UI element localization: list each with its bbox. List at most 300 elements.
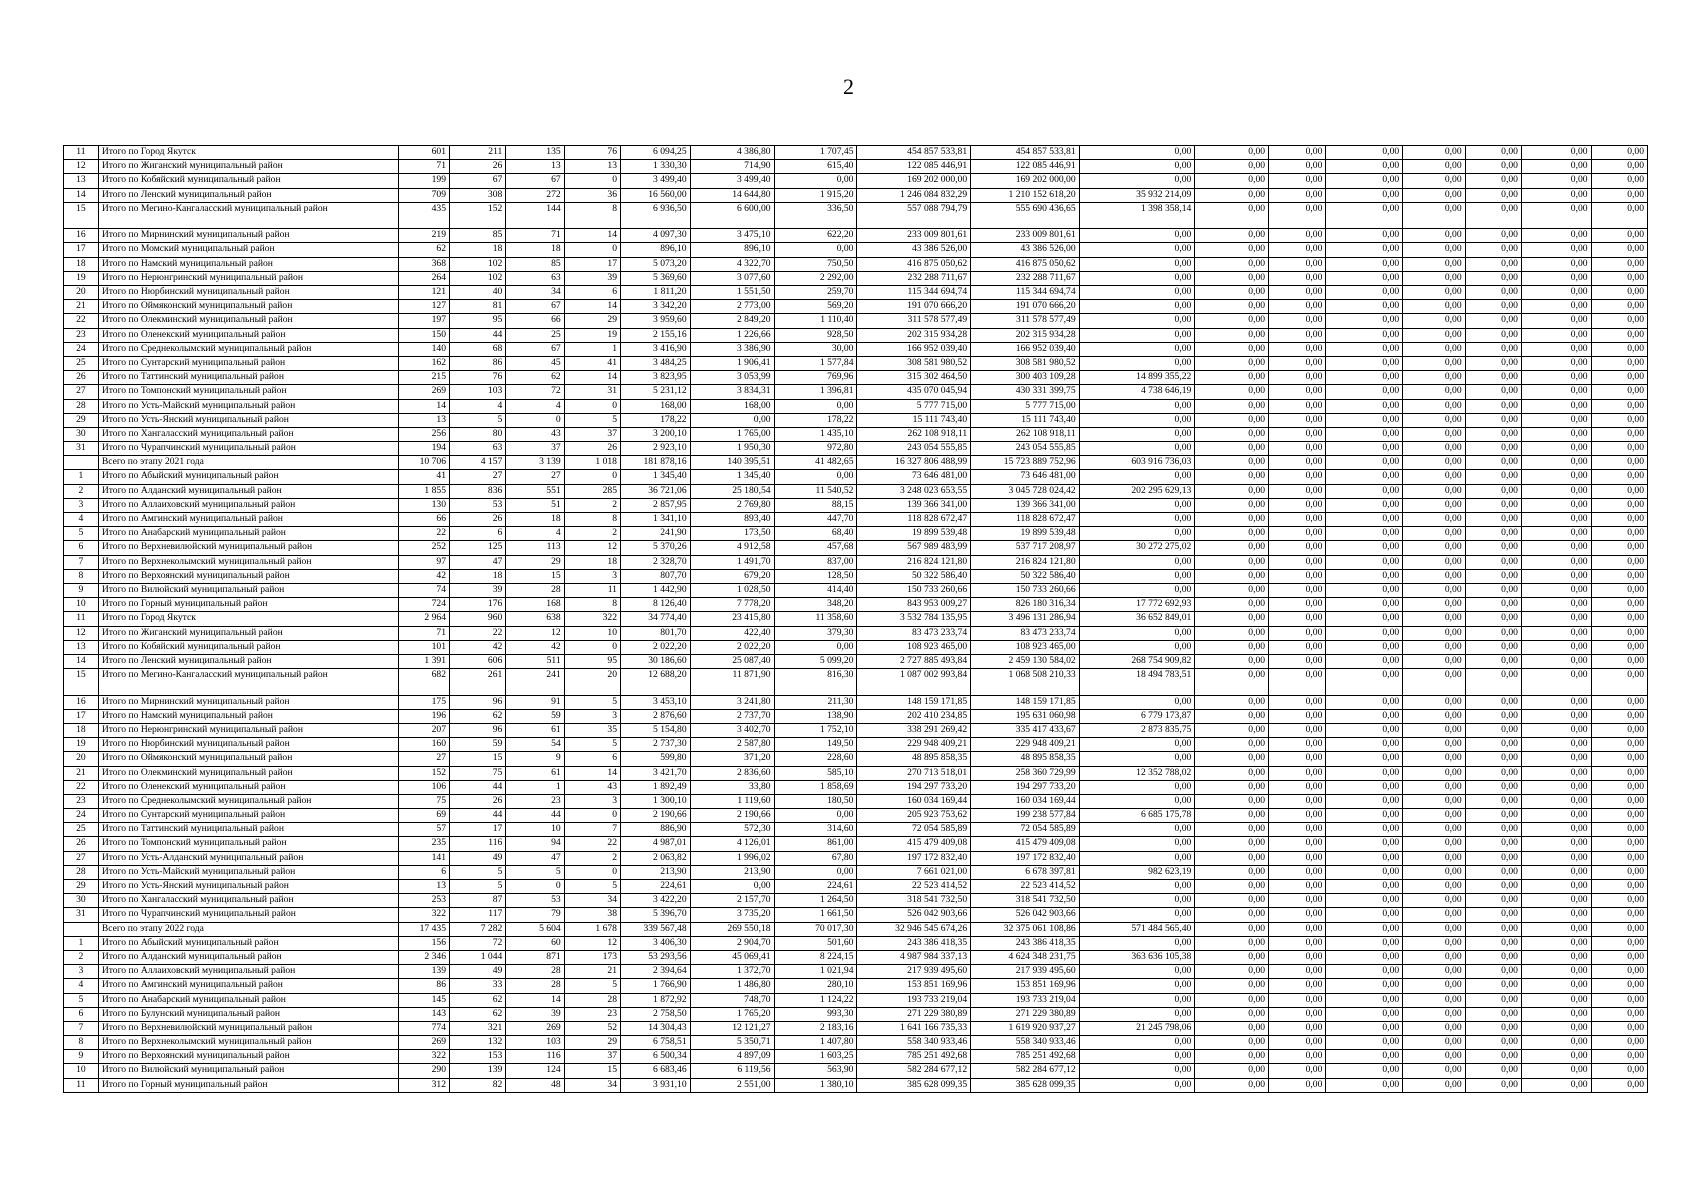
value-cell: 16 327 806 488,99: [857, 456, 971, 470]
value-cell: 3 422,20: [620, 894, 690, 908]
value-cell: 191 070 666,20: [971, 300, 1080, 314]
value-cell: 173: [564, 950, 620, 964]
value-cell: 0,00: [1269, 470, 1326, 484]
value-cell: 3 931,10: [620, 1078, 690, 1092]
value-cell: 385 628 099,35: [857, 1078, 971, 1092]
value-cell: 22: [450, 626, 506, 640]
value-cell: 321: [450, 1021, 506, 1035]
value-cell: 18 494 783,51: [1079, 669, 1195, 696]
value-cell: 0,00: [1195, 1021, 1269, 1035]
value-cell: 35: [564, 723, 620, 737]
value-cell: 0,00: [1403, 794, 1465, 808]
value-cell: 40: [450, 286, 506, 300]
value-cell: 62: [450, 993, 506, 1007]
value-cell: 0,00: [1591, 922, 1647, 936]
value-cell: 0,00: [1591, 1050, 1647, 1064]
value-cell: 66: [506, 314, 564, 328]
value-cell: 807,70: [620, 569, 690, 583]
value-cell: 6: [450, 527, 506, 541]
value-cell: 2: [564, 851, 620, 865]
value-cell: 160: [398, 738, 449, 752]
value-cell: 0,00: [1465, 413, 1521, 427]
table-row: [64, 809, 1648, 823]
value-cell: 0,00: [1591, 413, 1647, 427]
value-cell: 0,00: [1195, 851, 1269, 865]
value-cell: 0,00: [1521, 865, 1591, 879]
value-cell: 0,00: [1269, 188, 1326, 202]
table-row: [64, 1050, 1648, 1064]
value-cell: 2 155,16: [620, 328, 690, 342]
value-cell: 135: [506, 146, 564, 160]
value-cell: 69: [398, 809, 449, 823]
page-number: 2: [843, 74, 854, 99]
value-cell: 0,00: [1465, 314, 1521, 328]
value-cell: 0,00: [1195, 965, 1269, 979]
value-cell: 0,00: [1269, 442, 1326, 456]
value-cell: 0,00: [1326, 271, 1403, 285]
value-cell: 0,00: [1591, 314, 1647, 328]
value-cell: 11: [564, 583, 620, 597]
value-cell: 0,00: [774, 809, 857, 823]
value-cell: 0,00: [1079, 229, 1195, 243]
value-cell: 0,00: [1079, 555, 1195, 569]
value-cell: 1 858,69: [774, 780, 857, 794]
value-cell: 861,00: [774, 837, 857, 851]
table-row: [64, 640, 1648, 654]
table-row: [64, 541, 1648, 555]
value-cell: 197 172 832,40: [857, 851, 971, 865]
value-cell: 29: [564, 1036, 620, 1050]
value-cell: 0,00: [1326, 456, 1403, 470]
value-cell: 3 406,30: [620, 936, 690, 950]
value-cell: 196: [398, 709, 449, 723]
value-cell: 59: [506, 709, 564, 723]
value-cell: 0,00: [1269, 160, 1326, 174]
value-cell: 272: [506, 188, 564, 202]
value-cell: 0,00: [1465, 922, 1521, 936]
value-cell: 0,00: [1195, 555, 1269, 569]
value-cell: 0,00: [1521, 950, 1591, 964]
value-cell: 2 923,10: [620, 442, 690, 456]
value-cell: 0,00: [1591, 513, 1647, 527]
value-cell: 0,00: [1403, 442, 1465, 456]
value-cell: 0,00: [1403, 229, 1465, 243]
value-cell: 0,00: [1521, 965, 1591, 979]
value-cell: 0,00: [1521, 823, 1591, 837]
value-cell: 4 897,09: [690, 1050, 774, 1064]
row-number-cell: 18: [64, 723, 99, 737]
value-cell: 0,00: [1591, 527, 1647, 541]
value-cell: 269: [506, 1021, 564, 1035]
value-cell: 0,00: [1269, 1050, 1326, 1064]
value-cell: 74: [398, 583, 449, 597]
table-row: [64, 300, 1648, 314]
value-cell: 268 754 909,82: [1079, 654, 1195, 668]
value-cell: 6 678 397,81: [971, 865, 1080, 879]
value-cell: 3 416,90: [620, 342, 690, 356]
value-cell: 435: [398, 202, 449, 229]
value-cell: 0,00: [1521, 880, 1591, 894]
value-cell: 928,50: [774, 328, 857, 342]
value-cell: 60: [506, 936, 564, 950]
row-number-cell: 22: [64, 780, 99, 794]
value-cell: 0,00: [1269, 965, 1326, 979]
value-cell: 0,00: [1403, 328, 1465, 342]
value-cell: 0: [564, 640, 620, 654]
value-cell: 0,00: [1591, 654, 1647, 668]
value-cell: 28: [506, 965, 564, 979]
value-cell: 0,00: [1326, 794, 1403, 808]
value-cell: 0,00: [1326, 442, 1403, 456]
value-cell: 435 070 045,94: [857, 385, 971, 399]
value-cell: 0,00: [1591, 837, 1647, 851]
value-cell: 1 407,80: [774, 1036, 857, 1050]
value-cell: 42: [398, 569, 449, 583]
district-name-cell: Итого по Анабарский муниципальный район: [98, 527, 398, 541]
table-row: [64, 555, 1648, 569]
value-cell: 0,00: [1326, 979, 1403, 993]
value-cell: 12 121,27: [690, 1021, 774, 1035]
value-cell: 1 119,60: [690, 794, 774, 808]
value-cell: 233 009 801,61: [971, 229, 1080, 243]
value-cell: 0,00: [1591, 541, 1647, 555]
value-cell: 0,00: [1591, 456, 1647, 470]
value-cell: 36 721,06: [620, 484, 690, 498]
value-cell: 241: [506, 669, 564, 696]
row-number-cell: 29: [64, 413, 99, 427]
value-cell: 0,00: [1326, 1007, 1403, 1021]
value-cell: 160 034 169,44: [857, 794, 971, 808]
data-table: [63, 145, 1648, 1093]
value-cell: 0,00: [1403, 314, 1465, 328]
value-cell: 169 202 000,00: [971, 174, 1080, 188]
value-cell: 31: [564, 385, 620, 399]
value-cell: 0,00: [1079, 243, 1195, 257]
value-cell: 0,00: [1591, 385, 1647, 399]
value-cell: 16 560,00: [620, 188, 690, 202]
value-cell: 0,00: [1465, 669, 1521, 696]
value-cell: 0,00: [1465, 626, 1521, 640]
value-cell: 0,00: [1269, 271, 1326, 285]
value-cell: 94: [506, 837, 564, 851]
value-cell: 0,00: [1326, 837, 1403, 851]
value-cell: 0,00: [1195, 865, 1269, 879]
table-row: [64, 837, 1648, 851]
value-cell: 51: [506, 498, 564, 512]
table-row: [64, 922, 1648, 936]
value-cell: 585,10: [774, 766, 857, 780]
table-row: [64, 286, 1648, 300]
value-cell: 0,00: [1195, 399, 1269, 413]
value-cell: 2 758,50: [620, 1007, 690, 1021]
value-cell: 95: [450, 314, 506, 328]
value-cell: 72: [506, 385, 564, 399]
value-cell: 233 009 801,61: [857, 229, 971, 243]
value-cell: 241,90: [620, 527, 690, 541]
value-cell: 0,00: [1195, 738, 1269, 752]
value-cell: 6 779 173,87: [1079, 709, 1195, 723]
table-row: [64, 399, 1648, 413]
value-cell: 0,00: [1465, 709, 1521, 723]
district-name-cell: Итого по Аллаиховский муниципальный район: [98, 498, 398, 512]
value-cell: 0,00: [1465, 965, 1521, 979]
value-cell: 0,00: [1269, 950, 1326, 964]
value-cell: 0,00: [1521, 342, 1591, 356]
value-cell: 416 875 050,62: [857, 257, 971, 271]
value-cell: 0,00: [774, 470, 857, 484]
value-cell: 622,20: [774, 229, 857, 243]
value-cell: 0,00: [1521, 356, 1591, 370]
value-cell: 22 523 414,52: [971, 880, 1080, 894]
value-cell: 25: [506, 328, 564, 342]
value-cell: 0,00: [1521, 569, 1591, 583]
value-cell: 232 288 711,67: [971, 271, 1080, 285]
value-cell: 0,00: [1326, 669, 1403, 696]
value-cell: 0,00: [1403, 356, 1465, 370]
value-cell: 0,00: [1326, 823, 1403, 837]
district-name-cell: Итого по Амгинский муниципальный район: [98, 979, 398, 993]
value-cell: 0,00: [1403, 993, 1465, 1007]
value-cell: 0,00: [1465, 880, 1521, 894]
value-cell: 15: [564, 1064, 620, 1078]
value-cell: 1 330,30: [620, 160, 690, 174]
value-cell: 66: [398, 513, 449, 527]
value-cell: 4 912,58: [690, 541, 774, 555]
table-row: [64, 894, 1648, 908]
value-cell: 1 341,10: [620, 513, 690, 527]
value-cell: 0,00: [1326, 555, 1403, 569]
value-cell: 0,00: [1521, 780, 1591, 794]
value-cell: 0,00: [1195, 908, 1269, 922]
table-row: [64, 965, 1648, 979]
value-cell: 7 778,20: [690, 598, 774, 612]
value-cell: 0,00: [1465, 371, 1521, 385]
value-cell: 0,00: [1591, 583, 1647, 597]
value-cell: 34: [506, 286, 564, 300]
value-cell: 0,00: [1269, 413, 1326, 427]
value-cell: 178,22: [774, 413, 857, 427]
value-cell: 0,00: [1326, 865, 1403, 879]
district-name-cell: Итого по Горный муниципальный район: [98, 1078, 398, 1092]
value-cell: 0,00: [1326, 1078, 1403, 1092]
value-cell: 816,30: [774, 669, 857, 696]
district-name-cell: Итого по Олекминский муниципальный район: [98, 766, 398, 780]
value-cell: 17 435: [398, 922, 449, 936]
value-cell: 0,00: [1591, 356, 1647, 370]
value-cell: 0,00: [1079, 527, 1195, 541]
value-cell: 0,00: [1195, 174, 1269, 188]
value-cell: 86: [398, 979, 449, 993]
value-cell: 285: [564, 484, 620, 498]
value-cell: 0,00: [1326, 527, 1403, 541]
value-cell: 0,00: [1465, 1021, 1521, 1035]
value-cell: 0,00: [1403, 851, 1465, 865]
row-number-cell: 25: [64, 356, 99, 370]
value-cell: 0,00: [1403, 1064, 1465, 1078]
value-cell: 48: [506, 1078, 564, 1092]
district-name-cell: Итого по Нюрбинский муниципальный район: [98, 738, 398, 752]
value-cell: 5 777 715,00: [857, 399, 971, 413]
value-cell: 5: [506, 865, 564, 879]
value-cell: 117: [450, 908, 506, 922]
value-cell: 0,00: [1521, 908, 1591, 922]
value-cell: 322: [398, 1050, 449, 1064]
district-name-cell: Итого по Верхоянский муниципальный район: [98, 569, 398, 583]
value-cell: 269: [398, 1036, 449, 1050]
value-cell: 0,00: [1465, 598, 1521, 612]
value-cell: 4 738 646,19: [1079, 385, 1195, 399]
table-row: [64, 979, 1648, 993]
value-cell: 6 758,51: [620, 1036, 690, 1050]
value-cell: 0,00: [1403, 174, 1465, 188]
value-cell: 1 391: [398, 654, 449, 668]
value-cell: 0,00: [1591, 188, 1647, 202]
value-cell: 259,70: [774, 286, 857, 300]
value-cell: 2 183,16: [774, 1021, 857, 1035]
value-cell: 0,00: [1326, 202, 1403, 229]
value-cell: 0,00: [1465, 527, 1521, 541]
value-cell: 0,00: [1465, 837, 1521, 851]
value-cell: 0,00: [1195, 993, 1269, 1007]
value-cell: 537 717 208,97: [971, 541, 1080, 555]
value-cell: 0,00: [1403, 188, 1465, 202]
value-cell: 87: [450, 894, 506, 908]
value-cell: 2 737,70: [690, 709, 774, 723]
table-row: [64, 612, 1648, 626]
value-cell: 0,00: [1591, 979, 1647, 993]
row-number-cell: 8: [64, 1036, 99, 1050]
value-cell: 0,00: [1195, 470, 1269, 484]
value-cell: 23 415,80: [690, 612, 774, 626]
district-name-cell: Итого по Абыйский муниципальный район: [98, 936, 398, 950]
value-cell: 0,00: [1195, 427, 1269, 441]
value-cell: 1 619 920 937,27: [971, 1021, 1080, 1035]
value-cell: 0,00: [1269, 243, 1326, 257]
value-cell: 7 661 021,00: [857, 865, 971, 879]
value-cell: 0,00: [1465, 583, 1521, 597]
value-cell: 96: [450, 695, 506, 709]
value-cell: 71: [398, 626, 449, 640]
value-cell: 166 952 039,40: [857, 342, 971, 356]
value-cell: 48 895 858,35: [971, 752, 1080, 766]
district-name-cell: Итого по Таттинский муниципальный район: [98, 371, 398, 385]
value-cell: 415 479 409,08: [971, 837, 1080, 851]
value-cell: 67,80: [774, 851, 857, 865]
value-cell: 0,00: [1403, 300, 1465, 314]
value-cell: 18: [450, 569, 506, 583]
value-cell: 0,00: [774, 399, 857, 413]
value-cell: 0,00: [1269, 626, 1326, 640]
value-cell: 0,00: [1079, 427, 1195, 441]
value-cell: 0,00: [1195, 413, 1269, 427]
value-cell: 422,40: [690, 626, 774, 640]
value-cell: 140: [398, 342, 449, 356]
value-cell: 0,00: [1269, 342, 1326, 356]
value-cell: 1 950,30: [690, 442, 774, 456]
value-cell: 0,00: [1195, 880, 1269, 894]
value-cell: 44: [506, 809, 564, 823]
row-number-cell: 16: [64, 695, 99, 709]
value-cell: 0,00: [1521, 752, 1591, 766]
value-cell: 62: [450, 709, 506, 723]
value-cell: 3: [564, 794, 620, 808]
value-cell: 0,00: [1269, 993, 1326, 1007]
value-cell: 0,00: [1195, 723, 1269, 737]
value-cell: 1 246 084 832,29: [857, 188, 971, 202]
value-cell: 0,00: [1521, 314, 1591, 328]
value-cell: 1 491,70: [690, 555, 774, 569]
table-row: [64, 950, 1648, 964]
value-cell: 14: [564, 766, 620, 780]
value-cell: 0,00: [1269, 399, 1326, 413]
value-cell: 599,80: [620, 752, 690, 766]
value-cell: 14 304,43: [620, 1021, 690, 1035]
value-cell: 0,00: [1326, 1021, 1403, 1035]
row-number-cell: 1: [64, 470, 99, 484]
row-number-cell: 12: [64, 160, 99, 174]
value-cell: 2 904,70: [690, 936, 774, 950]
value-cell: 224,61: [774, 880, 857, 894]
value-cell: 0,00: [1403, 880, 1465, 894]
value-cell: 0,00: [1195, 894, 1269, 908]
value-cell: 0,00: [1465, 555, 1521, 569]
value-cell: 86: [450, 356, 506, 370]
value-cell: 0,00: [1079, 1050, 1195, 1064]
row-number-cell: 13: [64, 174, 99, 188]
value-cell: 0,00: [1269, 695, 1326, 709]
value-cell: 18: [564, 555, 620, 569]
value-cell: 0,00: [1591, 1064, 1647, 1078]
value-cell: 0,00: [1326, 328, 1403, 342]
table-row: [64, 1036, 1648, 1050]
value-cell: 3 959,60: [620, 314, 690, 328]
value-cell: 41: [398, 470, 449, 484]
value-cell: 0,00: [1591, 399, 1647, 413]
value-cell: 235: [398, 837, 449, 851]
value-cell: 0,00: [1521, 513, 1591, 527]
value-cell: 0,00: [1591, 598, 1647, 612]
value-cell: 0,00: [1465, 794, 1521, 808]
value-cell: 0,00: [1326, 413, 1403, 427]
value-cell: 1 442,90: [620, 583, 690, 597]
value-cell: 0,00: [1591, 328, 1647, 342]
value-cell: 0,00: [1326, 188, 1403, 202]
value-cell: 102: [450, 257, 506, 271]
value-cell: 54: [506, 738, 564, 752]
value-cell: 13: [506, 160, 564, 174]
value-cell: 563,90: [774, 1064, 857, 1078]
value-cell: 0,00: [1521, 993, 1591, 1007]
value-cell: 0,00: [1591, 342, 1647, 356]
value-cell: 0,00: [1195, 752, 1269, 766]
row-number-cell: 6: [64, 541, 99, 555]
value-cell: 0,00: [1269, 385, 1326, 399]
value-cell: 215: [398, 371, 449, 385]
value-cell: 243 054 555,85: [857, 442, 971, 456]
value-cell: 181 878,16: [620, 456, 690, 470]
value-cell: 0,00: [1403, 612, 1465, 626]
value-cell: 0,00: [1326, 993, 1403, 1007]
value-cell: 85: [506, 257, 564, 271]
value-cell: 0,00: [1326, 723, 1403, 737]
value-cell: 385 628 099,35: [971, 1078, 1080, 1092]
value-cell: 0,00: [1195, 780, 1269, 794]
value-cell: 0,00: [1269, 527, 1326, 541]
value-cell: 3 053,99: [690, 371, 774, 385]
value-cell: 1 226,66: [690, 328, 774, 342]
value-cell: 153: [450, 1050, 506, 1064]
value-cell: 0,00: [1269, 851, 1326, 865]
